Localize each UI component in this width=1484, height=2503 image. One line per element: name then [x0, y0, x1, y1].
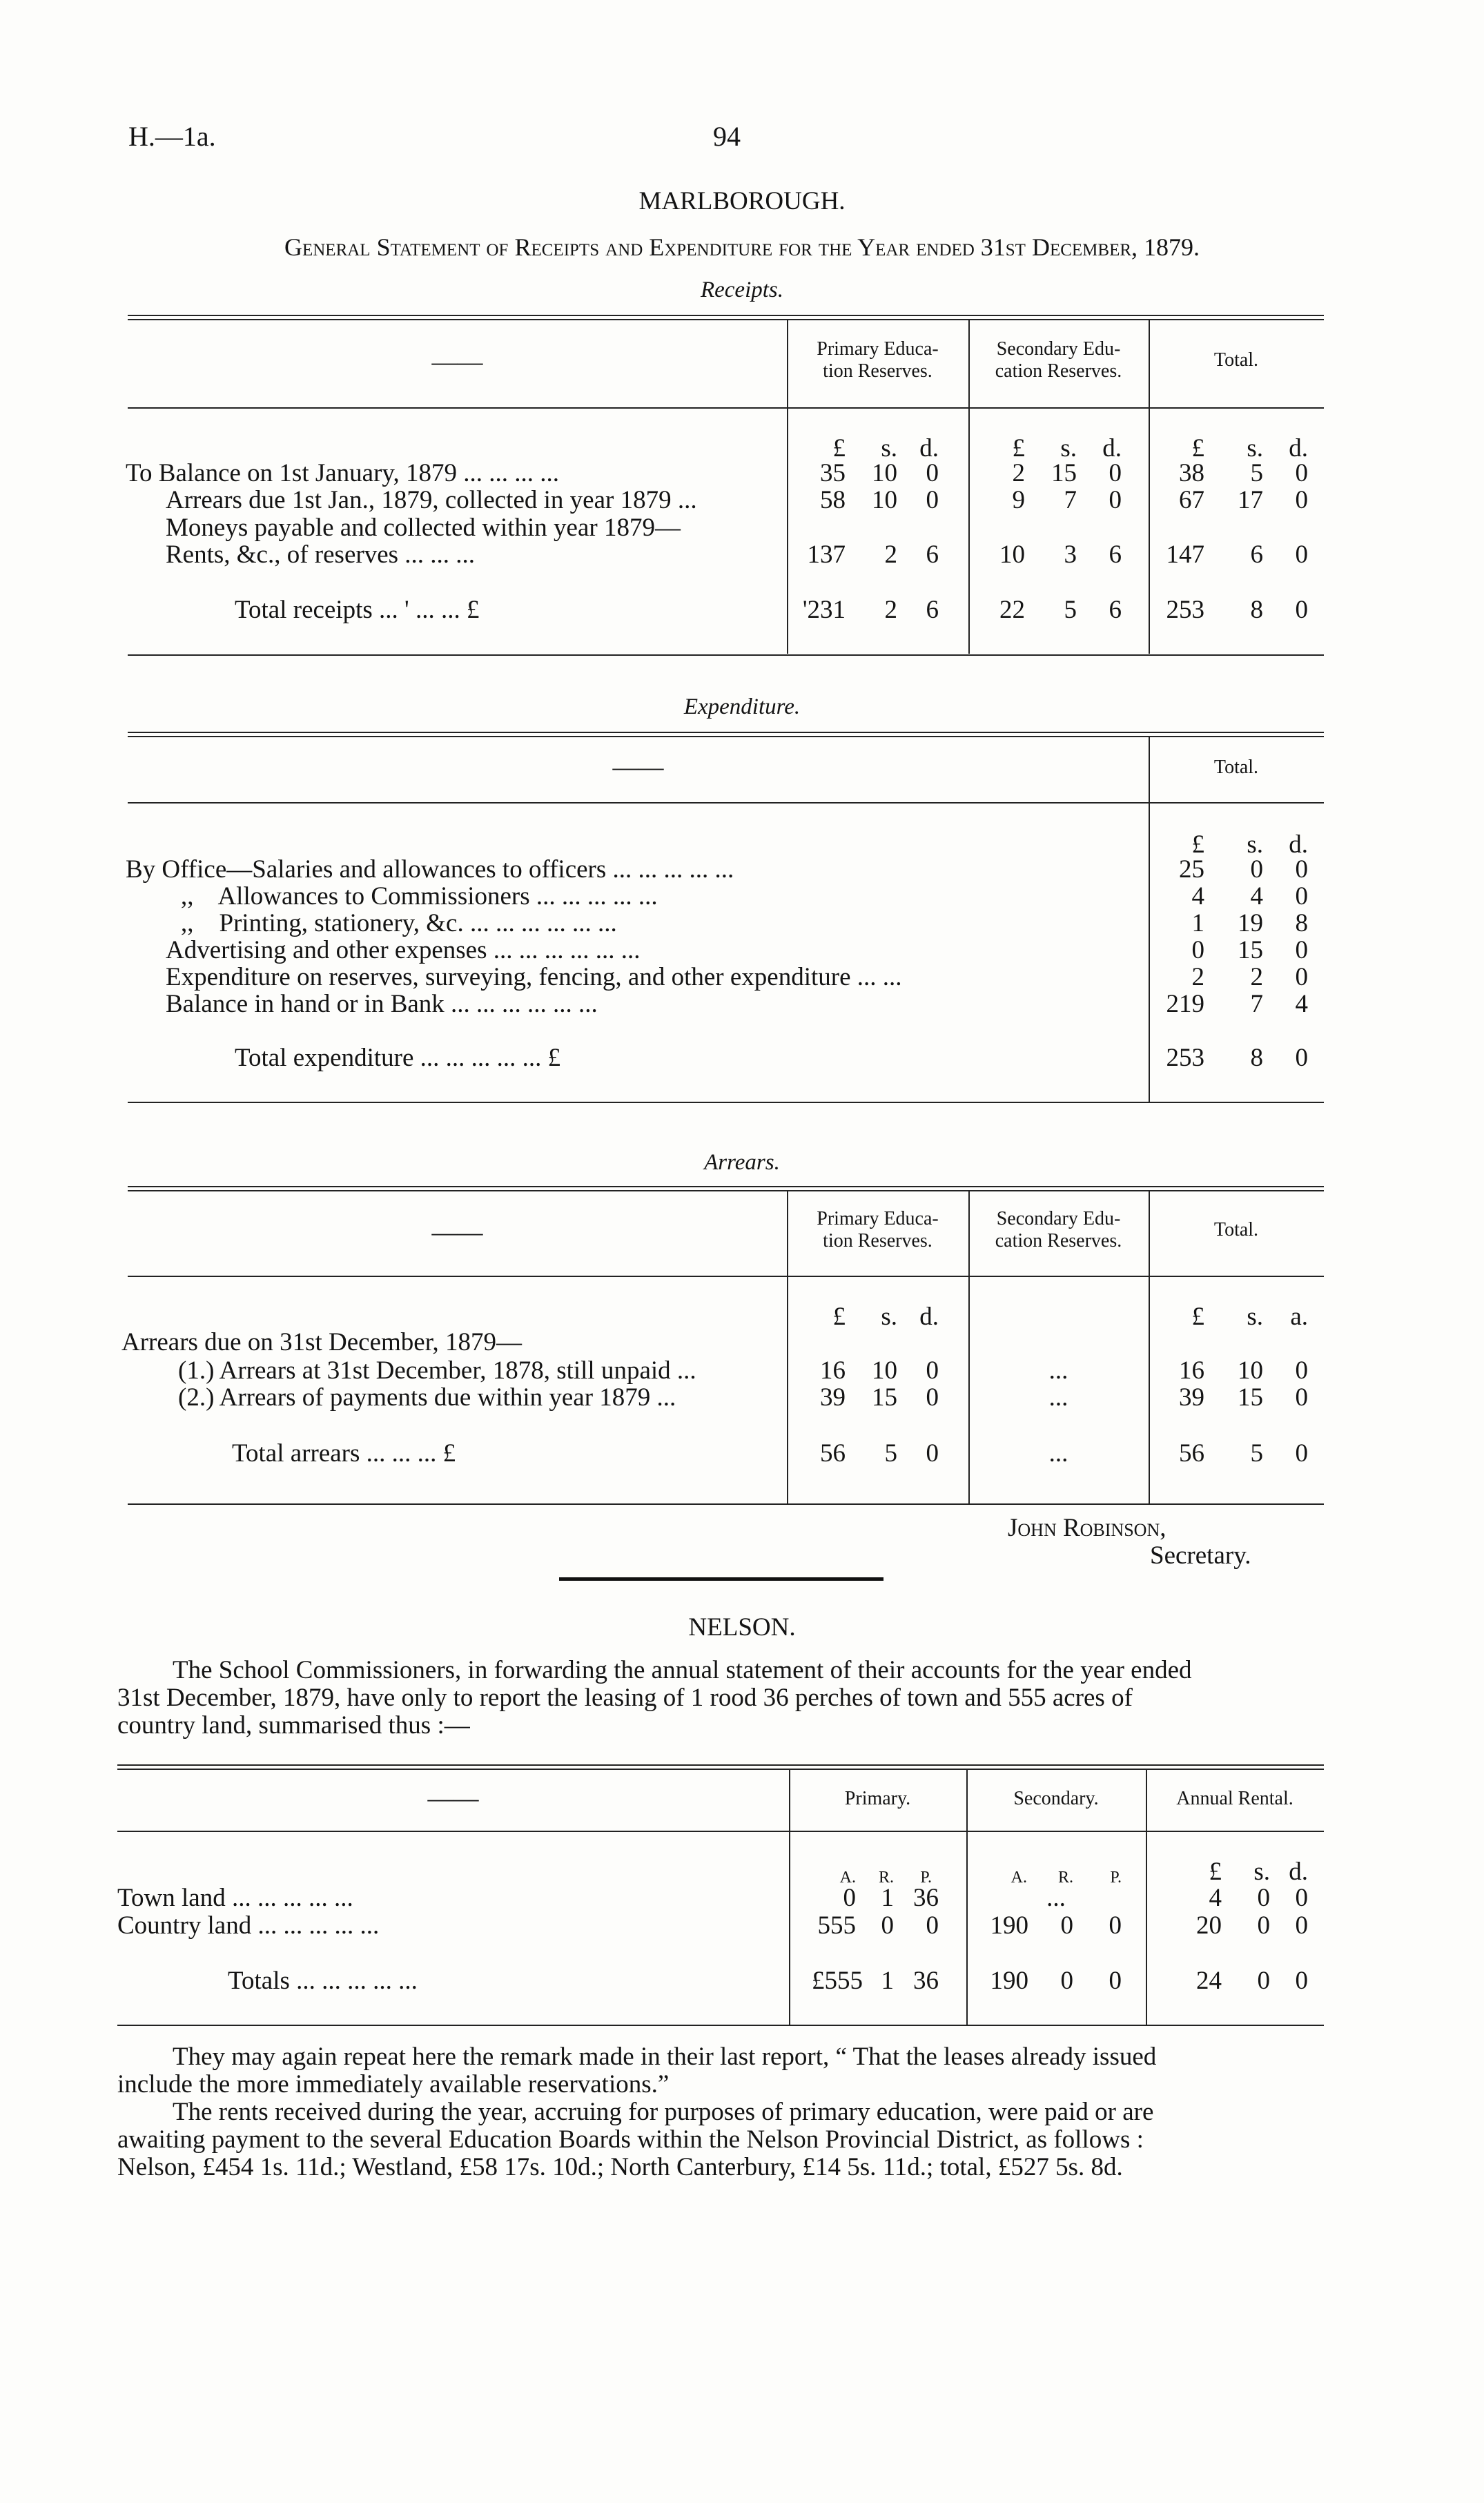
nelson-paragraph-1-line-2: 31st December, 1879, have only to report the leasing of 1 rood 36 perches of town and 555 acres of [117, 1684, 1133, 1712]
expenditure-heading: Expenditure. [683, 694, 801, 719]
arrears-col-blank: —— [431, 1218, 483, 1247]
section-title-marlborough: MARLBOROUGH. [638, 187, 846, 215]
nelson-paragraph-2-line-2: include the more immediately available reservations.” [117, 2070, 670, 2098]
nelson-paragraph-3-line-3: Nelson, £454 1s. 11d.; Westland, £58 17s. 10d.; North Canterbury, £14 5s. 11d.; total, £527 5s. 8d. [117, 2153, 1123, 2181]
page-code: H.—1a. [128, 121, 216, 152]
arrears-col-primary: Primary Educa- tion Reserves. [817, 1208, 939, 1252]
nelson-paragraph-1-line-1: The School Commissioners, in forwarding the annual statement of their accounts for the year ended [173, 1656, 1192, 1684]
receipts-row-label: Moneys payable and collected within year 1879— [166, 514, 681, 542]
expenditure-col-blank: —— [612, 753, 664, 781]
expenditure-col-total: Total. [1213, 757, 1259, 778]
section-title-nelson: NELSON. [688, 1613, 796, 1642]
nelson-paragraph-3-line-1: The rents received during the year, accruing for purposes of primary education, were paid or are [173, 2098, 1154, 2126]
nelson-paragraph-2-line-1: They may again repeat here the remark made in their last report, “ That the leases already issued [173, 2043, 1157, 2071]
arrears-col-total: Total. [1213, 1219, 1259, 1240]
receipts-col-total: Total. [1213, 349, 1259, 371]
arrears-col-secondary: Secondary Edu- cation Reserves. [995, 1208, 1122, 1252]
receipts-col-blank: —— [431, 348, 483, 376]
receipts-heading: Receipts. [700, 277, 784, 302]
arrears-heading: Arrears. [704, 1150, 780, 1175]
nelson-paragraph-3-line-2: awaiting payment to the several Education Boards within the Nelson Provincial District, as follows : [117, 2125, 1144, 2154]
arrears-intro: Arrears due on 31st December, 1879— [121, 1328, 523, 1356]
section-divider [559, 1577, 883, 1581]
receipts-col-primary: Primary Educa- tion Reserves. [817, 338, 939, 382]
land-col-blank: —— [427, 1784, 479, 1813]
signatory-name: John Robinson, [1008, 1514, 1166, 1542]
nelson-paragraph-1-line-3: country land, summarised thus :— [117, 1711, 470, 1740]
land-col-primary: Primary. [844, 1788, 911, 1809]
signatory-title: Secretary. [1150, 1541, 1251, 1570]
receipts-col-secondary: Secondary Edu- cation Reserves. [995, 338, 1122, 382]
general-statement-subtitle: General Statement of Receipts and Expenditure for the Year ended 31st December, 1879. [284, 233, 1200, 261]
land-col-secondary: Secondary. [1013, 1788, 1099, 1809]
page-number: 94 [713, 121, 741, 152]
land-col-annual-rental: Annual Rental. [1176, 1788, 1293, 1809]
